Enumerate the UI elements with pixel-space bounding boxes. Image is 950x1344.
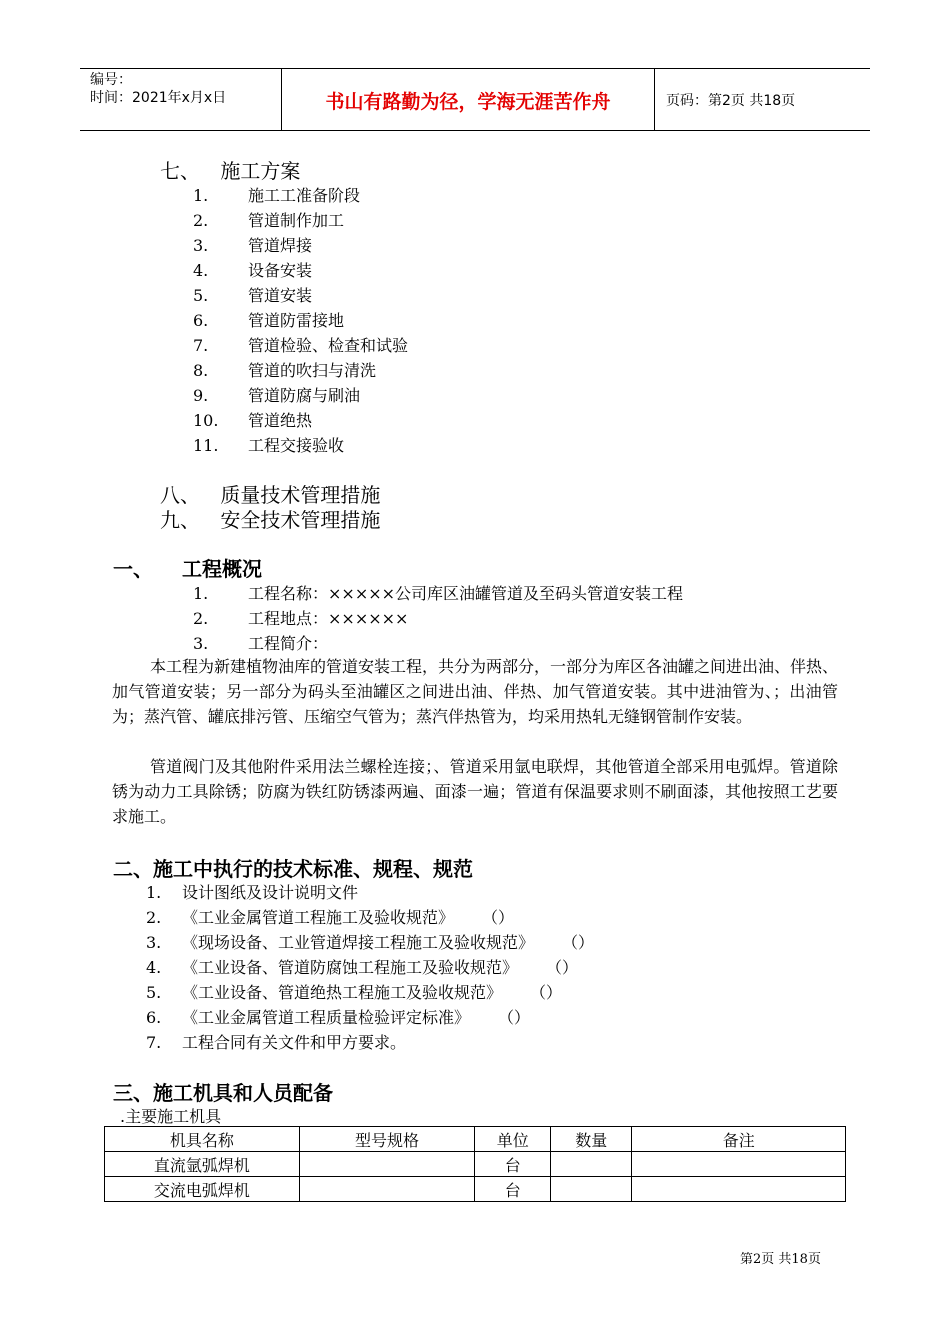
section-3-heading: 三、施工机具和人员配备	[113, 1081, 333, 1105]
list-item: 3. 《现场设备、工业管道焊接工程施工及验收规范》 （）	[146, 933, 595, 952]
table-cell: 台	[475, 1177, 551, 1202]
list-item: 11. 工程交接验收	[193, 436, 345, 455]
toc-section-8: 八、 质量技术管理措施	[160, 483, 381, 507]
section-1-list	[193, 581, 683, 656]
serial-label: 编号：	[90, 72, 132, 88]
column-header: 数量	[550, 1127, 632, 1152]
list-item: 4. 《工业设备、管道防腐蚀工程施工及验收规范》 （）	[146, 958, 579, 977]
project-method-paragraph: 管道阀门及其他附件采用法兰螺栓连接；、管道采用氩电联焊，其他管道全部采用电弧焊。管道除锈为动力工具除锈；防腐为铁红防锈漆两遍、面漆一遍；管道有保温要求则不刷面漆，其他按照工艺要求施工。	[112, 757, 838, 826]
list-item: 6. 管道防雷接地	[193, 311, 345, 330]
equipment-table	[104, 1126, 846, 1202]
header-page-info: 页码：第2页 共18页	[666, 93, 796, 109]
time-label: 时间：2021年x月x日	[90, 90, 227, 106]
standards-list	[146, 880, 594, 1055]
column-header: 单位	[475, 1127, 551, 1152]
list-item: 3. 管道焊接	[193, 236, 313, 255]
toc-num: 七、	[160, 159, 200, 183]
list-item: 1. 工程名称：×××××公司库区油罐管道及至码头管道安装工程	[193, 584, 684, 603]
page-header	[80, 68, 870, 131]
toc-section-9: 九、 安全技术管理措施	[160, 508, 381, 532]
table-cell	[299, 1152, 475, 1177]
table-cell	[299, 1177, 475, 1202]
column-header: 机具名称	[105, 1127, 300, 1152]
list-item: 3. 工程简介：	[193, 634, 329, 653]
section-2-heading: 二、施工中执行的技术标准、规程、规范	[113, 857, 473, 881]
header-motto: 书山有路勤为径，学海无涯苦作舟	[325, 91, 611, 113]
list-item: 7. 工程合同有关文件和甲方要求。	[146, 1033, 407, 1052]
list-item: 4. 设备安装	[193, 261, 313, 280]
toc-title: 施工方案	[220, 159, 301, 183]
list-item: 2. 工程地点：××××××	[193, 609, 409, 628]
table-cell: 直流氩弧焊机	[105, 1152, 300, 1177]
list-item: 8. 管道的吹扫与清洗	[193, 361, 377, 380]
list-item: 2. 管道制作加工	[193, 211, 345, 230]
table-cell: 交流电弧焊机	[105, 1177, 300, 1202]
table-header-row	[105, 1127, 846, 1152]
list-item: 7. 管道检验、检查和试验	[193, 336, 409, 355]
section-1-heading: 一、 工程概况	[113, 557, 262, 581]
column-header: 备注	[632, 1127, 846, 1152]
toc-list	[193, 183, 408, 458]
list-item: 5. 管道安装	[193, 286, 313, 305]
table-row	[105, 1152, 846, 1177]
list-item: 10. 管道绝热	[193, 411, 313, 430]
table-cell	[550, 1152, 632, 1177]
column-header: 型号规格	[299, 1127, 475, 1152]
list-item: 9. 管道防腐与刷油	[193, 386, 361, 405]
table-row	[105, 1177, 846, 1202]
toc-section-7	[160, 155, 300, 184]
table-cell: 台	[475, 1152, 551, 1177]
list-item: 6. 《工业金属管道工程质量检验评定标准》 （）	[146, 1008, 531, 1027]
table-cell	[550, 1177, 632, 1202]
equipment-subheading: .主要施工机具	[120, 1107, 222, 1126]
header-meta	[90, 71, 226, 107]
page-footer: 第2页 共18页	[740, 1252, 821, 1267]
list-item: 1. 施工工准备阶段	[193, 186, 361, 205]
table-cell	[632, 1152, 846, 1177]
list-item: 5. 《工业设备、管道绝热工程施工及验收规范》 （）	[146, 983, 563, 1002]
list-item: 2. 《工业金属管道工程施工及验收规范》 （）	[146, 908, 515, 927]
project-intro-paragraph: 本工程为新建植物油库的管道安装工程，共分为两部分，一部分为库区各油罐之间进出油、伴热、加气管道安装；另一部分为码头至油罐区之间进出油、伴热、加气管道安装。其中进油管为、；出油管为；蒸汽管、罐底排污管、压缩空气管为；蒸汽伴热管为，均采用热轧无缝钢管制作安装。	[112, 657, 839, 726]
table-cell	[632, 1177, 846, 1202]
header-divider	[654, 69, 655, 130]
list-item: 1. 设计图纸及设计说明文件	[146, 883, 359, 902]
